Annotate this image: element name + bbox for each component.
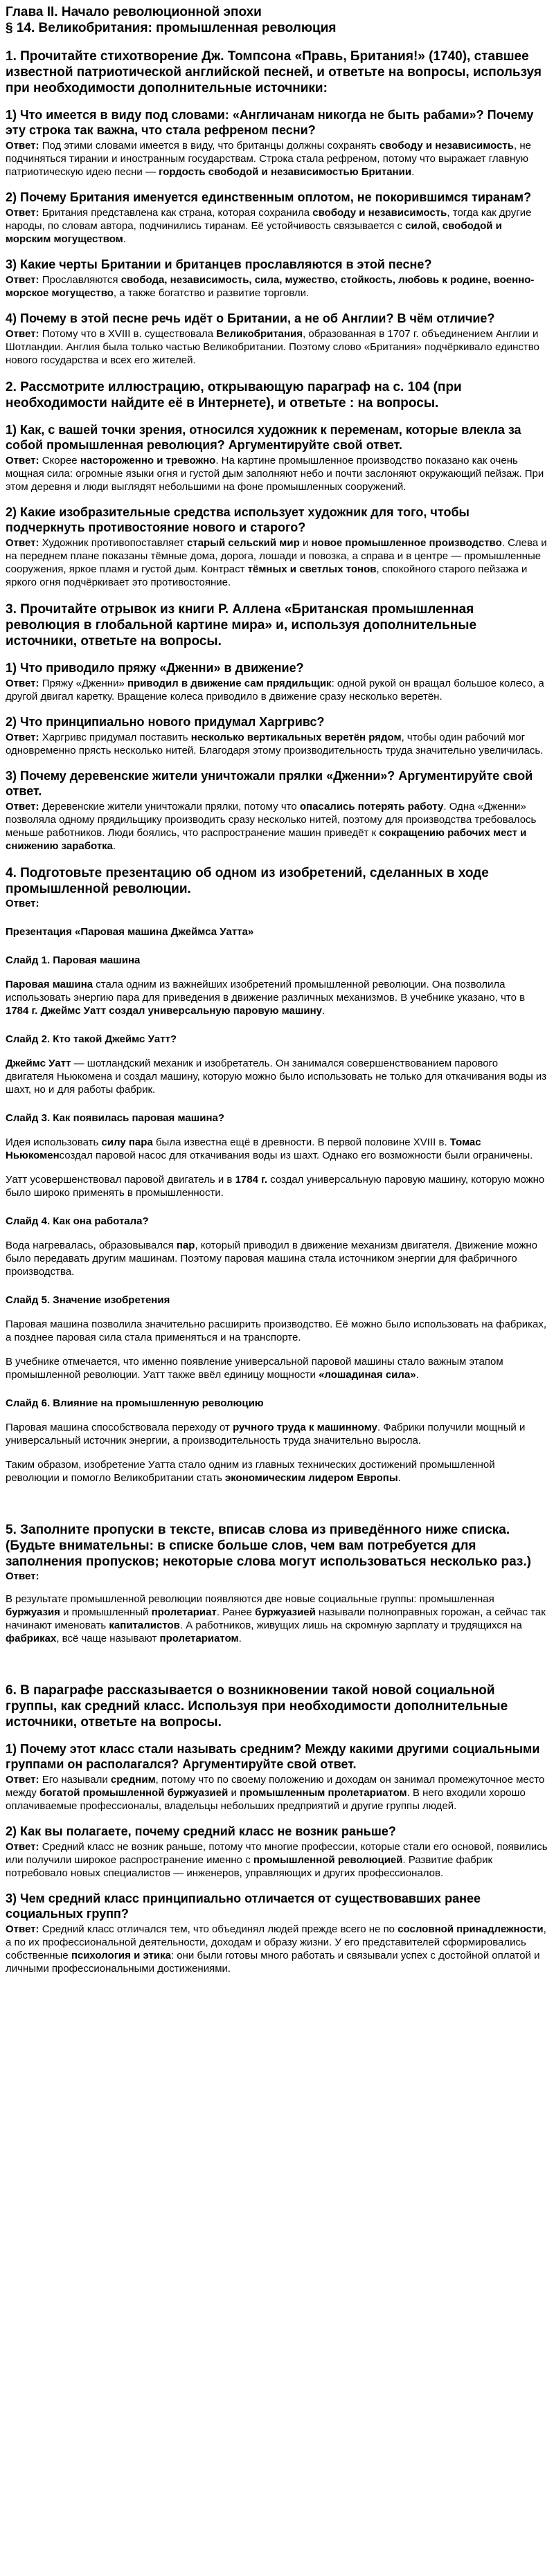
bold-text: настороженно и тревожно [80, 455, 216, 466]
answer-paragraph [6, 677, 548, 703]
text-run: Прославляются [42, 274, 121, 286]
text-run: . [416, 1369, 419, 1381]
text-run: , спокойного старого пейзажа и яркого огня подчёркивает это противостояние. [6, 563, 528, 588]
bold-text: гордость свободой и независимостью Британии [159, 166, 412, 178]
bold-text: силу пара [101, 1136, 153, 1148]
text-run: , а также богатство и развитие торговли. [113, 287, 310, 299]
question: 3) Какие черты Британии и британцев прославляются в этой песне? [6, 257, 432, 271]
question: 3) Почему деревенские жители уничтожали прялки «Дженни»? Аргументируйте свой ответ. [6, 769, 533, 798]
answer-paragraph [6, 1923, 548, 1975]
bold-text: Ответ: [6, 1923, 42, 1935]
answer-paragraph [6, 273, 548, 300]
text-run: и [228, 1787, 240, 1799]
text-run: . [321, 1005, 325, 1017]
slide-heading: Слайд 5. Значение изобретения [6, 1294, 170, 1306]
answer-paragraph [6, 731, 548, 757]
bold-text: Ответ: [6, 801, 42, 813]
answer-paragraph [6, 454, 548, 493]
bold-text: буржуазией [255, 1606, 316, 1618]
bold-text: приводил в движение сам прядильщик [127, 678, 332, 689]
task-heading: 3. Прочитайте отрывок из книги Р. Аллена «Британская промышленная революция в глобальной картине мира» и, используя дополнительные источники, ответьте на вопросы. [6, 602, 477, 648]
bold-text: Ответ: [6, 274, 42, 286]
bold-text: «лошадиная сила» [319, 1369, 416, 1381]
spacer [6, 1647, 548, 1670]
text-run: Средний класс не возник раньше, потому что многие профессии, которые стали его основой, появились или получили широкое распространение именно с [6, 1841, 548, 1866]
bold-text: Ответ: [6, 732, 42, 743]
chapter-title: Глава II. Начало революционной эпохи [6, 5, 262, 19]
bold-text: старый сельский мир [187, 537, 300, 549]
bold-text: новое промышленное производство [311, 537, 502, 549]
answer-paragraph [6, 1593, 548, 1645]
text-run: Паровая машина способствовала переходу от [6, 1422, 233, 1433]
bold-text: опасались потерять работу [299, 801, 444, 813]
bold-text: буржуазия [6, 1606, 60, 1618]
slide-heading: Презентация «Паровая машина Джеймса Уатта» [6, 926, 254, 938]
document-body [6, 48, 548, 1975]
bold-text: промышленным пролетариатом [240, 1787, 407, 1799]
answer-paragraph [6, 1355, 548, 1381]
text-run: . [238, 1633, 242, 1644]
question: 2) Как вы полагаете, почему средний класс не возник раньше? [6, 1824, 396, 1838]
answer-paragraph [6, 536, 548, 589]
bold-text: Ответ: [6, 678, 42, 689]
text-run: называли полноправных горожан, а сейчас так начинают именовать [6, 1606, 546, 1631]
bold-text: промышленной революцией [253, 1854, 403, 1866]
bold-text: ручного труда к машинному [233, 1422, 377, 1433]
bold-text: Паровая машина [6, 979, 93, 990]
answer-paragraph [6, 1421, 548, 1447]
text-run: , всё чаще называют [56, 1633, 160, 1644]
text-run: . Одна «Дженни» позволяла одному прядильщику производить сразу несколько нитей, поэтому для производства требовалось меньше работников. Люди боялись, что распространение машин приведёт к [6, 801, 537, 839]
bold-text: силой, свободой и морским могуществом [6, 220, 502, 245]
bold-text: богатой промышленной буржуазией [39, 1787, 229, 1799]
slide-heading: Слайд 1. Паровая машина [6, 954, 141, 966]
question: 1) Как, с вашей точки зрения, относился художник к переменам, которые влекла за собой промышленная революция? Аргументируйте свой ответ. [6, 423, 521, 452]
bold-text: пролетариат [151, 1606, 217, 1618]
task-heading: 4. Подготовьте презентацию об одном из изобретений, сделанных в ходе промышленной революции. [6, 866, 489, 896]
answer-paragraph [6, 800, 548, 853]
bold-text: 1784 г. [235, 1174, 268, 1186]
bold-text: Ответ: [6, 1841, 42, 1853]
text-run: , потому что по своему положению и доходам он занимал промежуточное место между [6, 1774, 545, 1799]
bold-text: несколько вертикальных веретён рядом [190, 732, 402, 743]
bold-text: Ответ: [6, 1774, 42, 1786]
text-run: Паровая машина позволила значительно расширить производство. Её можно было использовать на фабриках, а позднее паровая сила стала применяться и на транспорте. [6, 1318, 547, 1343]
answer-paragraph [6, 978, 548, 1017]
answer-paragraph [6, 1173, 548, 1199]
question: 1) Что приводило пряжу «Дженни» в движение? [6, 661, 304, 675]
bold-text: капиталистов [109, 1620, 180, 1631]
bold-text: Ответ: [6, 537, 42, 549]
answer-paragraph [6, 1458, 548, 1485]
text-run: и [299, 537, 312, 549]
text-run: , образованная в 1707 г. объединением Англии и Шотландии. Англия была только частью Великобритании. Поэтому слово «Британия» подчёркивало единство нового государства и всех его жителей. [6, 328, 539, 366]
text-run: была известна ещё в древности. В первой половине XVIII в. [152, 1136, 450, 1148]
question: 3) Чем средний класс принципиально отличается от существовавших ранее социальных групп? [6, 1892, 481, 1921]
question: 2) Что принципиально нового придумал Харгривс? [6, 715, 325, 729]
spacer [6, 1583, 548, 1593]
section-title: § 14. Великобритания: промышленная революция [6, 21, 337, 35]
text-run: Вода нагревалась, образовывался [6, 1240, 177, 1251]
text-run: Под этими словами имеется в виду, что британцы должны сохранять [42, 140, 379, 152]
text-run: создал паровой насос для откачивания воды из шахт. Однако его возможности были ограничены. [59, 1150, 533, 1161]
task-heading: 6. В параграфе рассказывается о возникновении такой новой социальной группы, как средний класс. Используя при необходимости дополнительные источники, ответьте на вопросы. [6, 1683, 508, 1730]
text-run: . А работников, живущих лишь на скромную зарплату и трудящихся на [179, 1620, 522, 1631]
text-run: , чтобы один рабочий мог одновременно прясть несколько нитей. Благодаря этому производительность труда значительно увеличилась. [6, 732, 544, 756]
bold-text: сословной принадлежности [397, 1923, 544, 1935]
bold-text: Ответ: [6, 207, 42, 219]
text-run: создал универсальную паровую машину, которую можно было широко применять в промышленности. [6, 1174, 545, 1199]
text-run: Идея использовать [6, 1136, 102, 1148]
bold-text: пролетариатом [159, 1633, 239, 1644]
answer-paragraph [6, 1840, 548, 1880]
answer-paragraph [6, 206, 548, 246]
text-run: Средний класс отличался тем, что объединял людей прежде всего не по [42, 1923, 398, 1935]
bold-text: свободу и независимость [379, 140, 514, 152]
text-run: , тогда как другие народы, по словам автора, подчинились тиранам. Её устойчивость связывается с [6, 207, 532, 232]
question: 4) Почему в этой песне речь идёт о Британии, а не об Англии? В чём отличие? [6, 311, 495, 325]
bold-text: свободу и независимость [312, 207, 447, 219]
question: 2) Почему Британия именуется единственным оплотом, не покорившимся тиранам? [6, 190, 532, 204]
bold-text: Ответ: [6, 455, 42, 466]
task-heading: 5. Заполните пропуски в тексте, вписав слова из приведённого ниже списка. (Будьте внимательны: в списке больше слов, чем вам потребуется для заполнения пропусков; некоторые слова могут использоваться несколько раз.) [6, 1523, 531, 1569]
text-run: : одной рукой он вращал большое колесо, а другой двигал каретку. Вращение колеса приводило в движение сразу несколько веретён. [6, 678, 544, 702]
text-run: Потому что в XVIII в. существовала [42, 328, 217, 340]
text-run: Художник противопоставляет [42, 537, 187, 549]
bold-text: тёмных и светлых тонов [247, 563, 377, 575]
text-run: Уатт усовершенствовал паровой двигатель и в [6, 1174, 235, 1186]
bold-text: Ответ: [6, 140, 42, 152]
bold-text: Великобритания [216, 328, 303, 340]
answer-paragraph [6, 1057, 548, 1096]
text-run: Его называли [42, 1774, 111, 1786]
text-run: Британия представлена как страна, которая сохранила [42, 207, 313, 219]
task-heading: 2. Рассмотрите иллюстрацию, открывающую параграф на с. 104 (при необходимости найдите её в Интернете), и ответьте : на вопросы. [6, 380, 462, 410]
text-run: стала одним из важнейших изобретений промышленной революции. Она позволила использовать энергию пара для приведения в движение различных механизмов. В учебнике указано, что в [6, 979, 526, 1004]
spacer [6, 1486, 548, 1509]
text-run: Таким образом, изобретение Уатта стало одним из главных технических достижений промышленной революции и помогло Великобритании стать [6, 1459, 495, 1484]
bold-text: средним [110, 1774, 156, 1786]
question: 2) Какие изобразительные средства использует художник для того, чтобы подчеркнуть противостояние нового и старого? [6, 505, 470, 534]
bold-text: экономическим лидером Европы [224, 1472, 398, 1484]
text-run: , который приводил в движение механизм двигателя. Движение можно было передавать другим машинам. Поэтому паровая машина стала источником энергии для фабричного производства. [6, 1240, 537, 1278]
question: 1) Что имеется в виду под словами: «Англичанам никогда не быть рабами»? Почему эту строка так важна, что стала рефреном песни? [6, 108, 534, 137]
question: 1) Почему этот класс стали называть средним? Между какими другими социальными группами он располагался? Аргументируйте свой ответ. [6, 1742, 540, 1771]
answer-paragraph [6, 1318, 548, 1344]
answer-paragraph [6, 1239, 548, 1278]
bold-text: 1784 г. Джеймс Уатт создал универсальную паровую машину [6, 1005, 322, 1017]
text-run: . Развитие фабрик потребовало новых специалистов — инженеров, управляющих и других профессионалов. [6, 1854, 493, 1879]
text-run: и промышленный [60, 1606, 152, 1618]
answer-paragraph [6, 139, 548, 179]
bold-text: психология и этика [71, 1950, 171, 1961]
bold-text: пар [176, 1240, 195, 1251]
text-run: . [113, 840, 116, 852]
slide-heading: Слайд 2. Кто такой Джеймс Уатт? [6, 1033, 177, 1045]
text-run: . [397, 1472, 401, 1484]
text-run: В результате промышленной революции появляются две новые социальные группы: промышленная [6, 1593, 494, 1605]
answer-paragraph [6, 327, 548, 367]
spacer [6, 1163, 548, 1173]
text-run: Деревенские жители уничтожали прялки, потому что [42, 801, 300, 813]
text-run: Пряжу «Дженни» [42, 678, 127, 689]
bold-text: свобода, независимость, сила, мужество, стойкость, любовь к родине, военно-морское могущество [6, 274, 535, 299]
answer-label: Ответ: [6, 1570, 39, 1582]
bold-text: Томас Ньюкомен [6, 1136, 481, 1161]
slide-heading: Слайд 4. Как она работала? [6, 1215, 149, 1227]
bold-text: сокращению рабочих мест и снижению заработка [6, 827, 527, 852]
bold-text: Ответ: [6, 328, 42, 340]
text-run: , не подчиняться тирании и иностранным государствам. Строка стала рефреном, потому что выражает главную патриотическую идею песни — [6, 140, 531, 178]
text-run: . Ранее [216, 1606, 256, 1618]
bold-text: Джеймс Уатт [6, 1058, 71, 1069]
text-run: . На картине промышленное производство показано как очень мощная сила: огромные языки огня и густой дым заполняют небо и почти заслоняют окружающий пейзаж. При этом деревня и люди выглядят небольшими на фоне промышленных сооружений. [6, 455, 544, 493]
bold-text: фабриках [6, 1633, 57, 1644]
text-run: Харгривс придумал поставить [42, 732, 191, 743]
slide-heading: Слайд 6. Влияние на промышленную революцию [6, 1397, 264, 1409]
spacer [6, 1345, 548, 1355]
task-heading: 1. Прочитайте стихотворение Дж. Томпсона «Правь, Британия!» (1740), ставшее известной патриотической английской песней, и ответьте на вопросы, используя при необходимости дополнительные источники: [6, 49, 542, 96]
text-run: Скорее [42, 455, 80, 466]
text-run: . [411, 166, 415, 178]
answer-label: Ответ: [6, 898, 39, 909]
answer-paragraph [6, 1136, 548, 1162]
text-run: . В него входили хорошо оплачиваемые профессионалы, владельцы небольших предприятий и другие группы людей. [6, 1787, 526, 1812]
text-run: . [123, 233, 126, 245]
text-run: . Фабрики получили мощный и универсальный источник энергии, а производительность труда значительно выросла. [6, 1422, 526, 1446]
text-run: : они были готовы много работать и связывали успех с достойной оплатой и личными профессиональными достижениями. [6, 1950, 540, 1975]
text-run: . Слева и на переднем плане показаны тёмные дома, дорога, лошади и повозка, а справа и в центре — промышленные сооружения, яркое пламя и густой дым. Контраст [6, 537, 547, 575]
text-run: — шотландский механик и изобретатель. Он занимался совершенствованием парового двигателя Ньюкомена и создал машину, которую можно было использовать не только для откачивания воды из шахт, но и для работы фабрик. [6, 1058, 547, 1096]
text-run: В учебнике отмечается, что именно появление универсальной паровой машины стало важным этапом промышленной революции. Уатт также ввёл единицу мощности [6, 1356, 503, 1381]
slide-heading: Слайд 3. Как появилась паровая машина? [6, 1112, 225, 1124]
spacer [6, 1449, 548, 1458]
text-run: , а по их профессиональной деятельности, доходам и образу жизни. У его представителей сформировались собственные [6, 1923, 546, 1961]
answer-paragraph [6, 1773, 548, 1813]
